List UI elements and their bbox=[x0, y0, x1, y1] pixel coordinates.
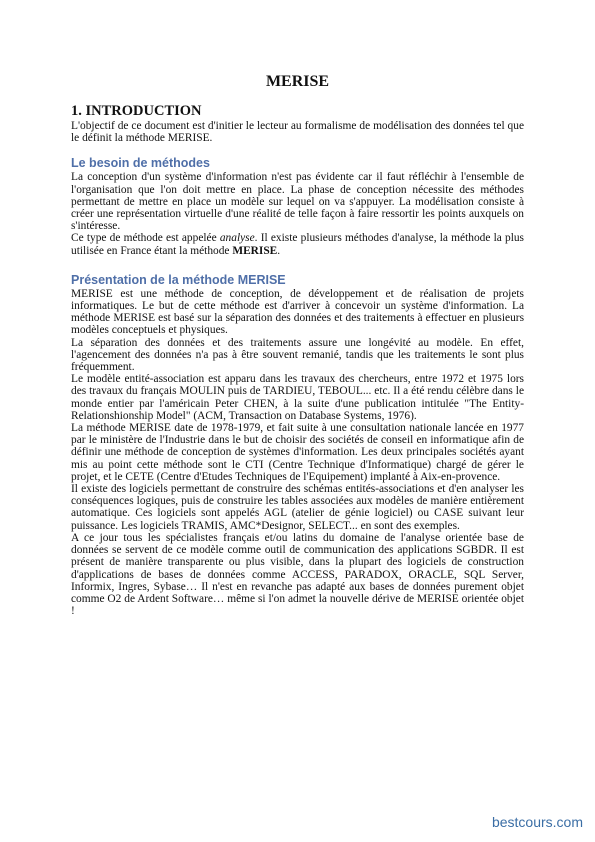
spacer bbox=[71, 144, 524, 155]
besoin-p2-middle: . Il existe plusieurs méthodes d'analyse, la méthode la plus utilisée en France étant la méthode bbox=[71, 232, 524, 257]
besoin-p2-italic: analyse bbox=[219, 232, 255, 245]
besoin-paragraph-2 bbox=[71, 232, 524, 256]
document-title: MERISE bbox=[265, 73, 330, 90]
subheading-besoin-methodes: Le besoin de méthodes bbox=[71, 156, 210, 171]
presentation-paragraph-1: MERISE est une méthode de conception, de développement et de réalisation de projets informatiques. Le but de cette méthode est d'arriver à concevoir un système d'information. La méthode MERISE est basé sur la séparation des données et des traitements à effectuer en plusieurs modèles conceptuels et physiques. bbox=[71, 287, 524, 337]
document-body bbox=[71, 103, 524, 617]
presentation-paragraph-5: Il existe des logiciels permettant de construire des schémas entités-associations et d'en analyser les conséquences logiques, puis de construire les tables associées aux modèles de manière entièrement automatique. Ces logiciels sont appelés AGL (atelier de génie logiciel) ou CASE suivant leur puissance. Les logiciels TRAMIS, AMC*Designor, SELECT... en sont des exemples. bbox=[71, 483, 524, 532]
presentation-paragraph-4: La méthode MERISE date de 1978-1979, et fait suite à une consultation nationale lancée en 1977 par le ministère de l'Industrie dans le but de choisir des sociétés de conseil en informatique afin de définir une méthode de conception de systèmes d'information. Les deux principales sociétés ayant mis au point cette méthode sont le CTI (Centre Technique d'Informatique) chargé de gérer le projet, et le CETE (Centre d'Etudes Techniques de l'Equipement) implanté à Aix-en-provence. bbox=[71, 422, 524, 483]
watermark-link[interactable]: bestcours.com bbox=[491, 814, 583, 830]
subheading-presentation-merise: Présentation de la méthode MERISE bbox=[71, 272, 286, 287]
besoin-p2-start: Ce type de méthode est appelée bbox=[71, 232, 220, 245]
presentation-paragraph-6: A ce jour tous les spécialistes français et/ou latins du domaine de l'analyse orientée base de données se servent de ce modèle comme outil de communication des applications SGBDR. Il est présent de manière transparente ou plus visible, dans la plupart des logiciels de construction d'applications de bases de données comme ACCESS, PARADOX, ORACLE, SQL Server, Informix, Ingres, Sybase… Il n'est en revanche pas adapté aux bases de données purement objet comme O2 de Ardent Software… même si l'on admet la nouvelle dérive de MERISE orientée objet ! bbox=[71, 531, 524, 618]
presentation-paragraph-3: Le modèle entité-association est apparu dans les travaux des chercheurs, entre 1972 et 1975 lors des travaux du français MOULIN puis de TARDIEU, TEBOUL... etc. Il a été rendu célèbre dans le monde entier par l'américain Peter CHEN, à la suite d'une publication intitulée "The Entity-Relationshionship Model" (ACM, Transaction on Database Systems, 1976). bbox=[71, 373, 524, 422]
intro-paragraph: L'objectif de ce document est d'initier le lecteur au formalisme de modélisation des données tel que le définit la méthode MERISE. bbox=[71, 120, 524, 145]
besoin-p2-bold: MERISE bbox=[232, 244, 278, 257]
besoin-p2-end: . bbox=[277, 244, 281, 257]
spacer bbox=[71, 257, 524, 272]
presentation-paragraph-2: La séparation des données et des traitements assure une longévité au modèle. En effet, l'agencement des données n'a pas à être souvent remanié, tandis que les traitements le sont plus fréquemment. bbox=[71, 336, 524, 374]
section-heading-introduction: 1. INTRODUCTION bbox=[71, 103, 202, 119]
besoin-paragraph-1: La conception d'un système d'information n'est pas évidente car il faut réfléchir à l'ensemble de l'organisation que l'on doit mettre en place. La phase de conception nécessite des méthodes permettant de mettre en place un modèle sur lequel on va s'appuyer. La modélisation consiste à créer une représentation virtuelle d'une réalité de telle façon à faire ressortir les points auxquels on s'intéresse. bbox=[71, 171, 524, 233]
